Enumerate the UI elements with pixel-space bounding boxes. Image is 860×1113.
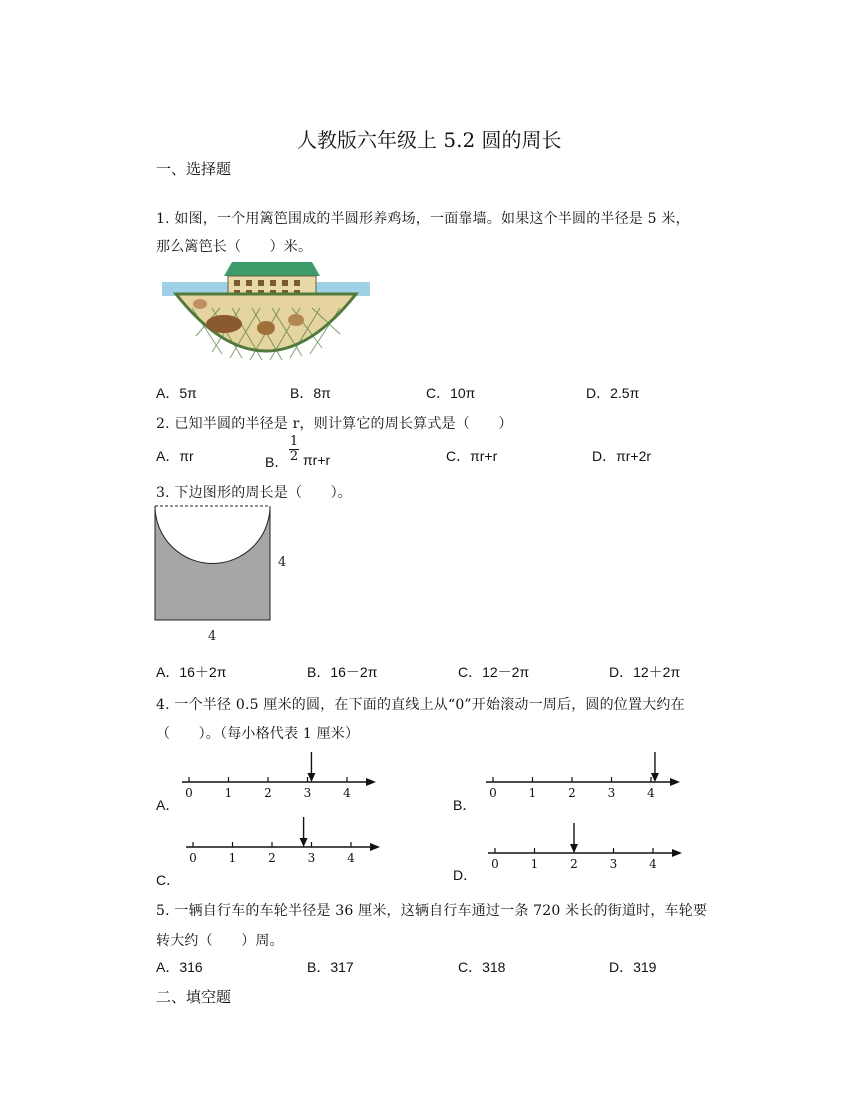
tick-label-0: 0 bbox=[489, 786, 497, 800]
question-3-text: 3. 下边图形的周长是（ ）。 bbox=[156, 485, 353, 501]
q2-option-b-fraction bbox=[289, 436, 299, 463]
tick-label-4: 4 bbox=[347, 851, 355, 865]
tick-label-3: 3 bbox=[607, 786, 616, 800]
question-2-text: 2. 已知半圆的半径是 r，则计算它的周长算式是（ ） bbox=[156, 416, 513, 432]
q2-option-a: A．πr bbox=[156, 448, 194, 464]
question-5-line-2: 转大约（ ）周。 bbox=[156, 933, 284, 949]
tick-label-1: 1 bbox=[530, 857, 539, 871]
position-arrow-head bbox=[570, 844, 578, 853]
axis-arrowhead bbox=[370, 843, 380, 851]
number-line-b bbox=[484, 750, 684, 805]
figure-bottom-label: 4 bbox=[208, 629, 217, 644]
position-arrow-head bbox=[651, 773, 659, 782]
tick-label-0: 0 bbox=[491, 857, 499, 871]
q2-option-d: D．πr+2r bbox=[592, 448, 652, 464]
q1-option-c: C．10π bbox=[426, 385, 476, 401]
number-line-a bbox=[180, 750, 380, 805]
q3-option-c: C．12－2π bbox=[458, 664, 530, 680]
tick-label-2: 2 bbox=[264, 786, 272, 800]
q4-option-a-label: A． bbox=[156, 797, 180, 813]
tick-label-4: 4 bbox=[649, 857, 657, 871]
tick-label-1: 1 bbox=[528, 786, 537, 800]
tick-label-3: 3 bbox=[609, 857, 618, 871]
tick-label-1: 1 bbox=[228, 851, 237, 865]
tick-label-4: 4 bbox=[647, 786, 655, 800]
q5-option-a: A．316 bbox=[156, 959, 203, 975]
question-4-line-1: 4. 一个半径 0.5 厘米的圆，在下面的直线上从“0”开始滚动一周后，圆的位置大约在 bbox=[156, 697, 685, 713]
q4-option-b-label: B． bbox=[453, 797, 477, 813]
position-arrow-head bbox=[300, 838, 308, 847]
axis-arrowhead bbox=[670, 778, 680, 786]
q2-option-b-prefix: B． bbox=[265, 454, 289, 470]
q1-option-d: D．2.5π bbox=[586, 385, 640, 401]
figure-side-label: 4 bbox=[278, 555, 287, 570]
q3-option-d: D．12＋2π bbox=[609, 664, 681, 680]
tick-label-3: 3 bbox=[303, 786, 312, 800]
tick-label-2: 2 bbox=[570, 857, 578, 871]
q2-option-b-suffix: πr+r bbox=[303, 452, 331, 468]
tick-label-1: 1 bbox=[224, 786, 233, 800]
page-title: 人教版六年级上 5.2 圆的周长 bbox=[297, 128, 562, 152]
question-1-line-2: 那么篱笆长（ ）米。 bbox=[156, 239, 313, 255]
question-1-line-1: 1. 如图，一个用篱笆围成的半圆形养鸡场，一面靠墙。如果这个半圆的半径是 5 米， bbox=[156, 211, 690, 227]
q3-option-a: A．16＋2π bbox=[156, 664, 227, 680]
square-with-semicircle-figure bbox=[150, 502, 300, 647]
fraction-denominator: 2 bbox=[289, 449, 299, 464]
position-arrow-head bbox=[307, 773, 315, 782]
q5-option-c: C．318 bbox=[458, 959, 506, 975]
q1-option-a: A．5π bbox=[156, 385, 197, 401]
tick-label-2: 2 bbox=[268, 851, 276, 865]
number-line-d bbox=[486, 821, 686, 876]
chicken-farm-illustration bbox=[162, 258, 370, 364]
q4-option-d-label: D． bbox=[453, 867, 478, 883]
q5-option-d: D．319 bbox=[609, 959, 657, 975]
tick-label-2: 2 bbox=[568, 786, 576, 800]
axis-arrowhead bbox=[672, 849, 682, 857]
tick-label-0: 0 bbox=[189, 851, 197, 865]
fraction-numerator: 1 bbox=[289, 434, 299, 449]
section-heading-choice: 一、选择题 bbox=[156, 160, 232, 178]
q5-option-b: B．317 bbox=[307, 959, 354, 975]
tick-label-0: 0 bbox=[185, 786, 193, 800]
section-heading-fill: 二、填空题 bbox=[156, 988, 232, 1006]
q3-option-b: B．16－2π bbox=[307, 664, 378, 680]
tick-label-3: 3 bbox=[307, 851, 316, 865]
q2-option-c: C．πr+r bbox=[446, 448, 498, 464]
axis-arrowhead bbox=[366, 778, 376, 786]
tick-label-4: 4 bbox=[343, 786, 351, 800]
question-4-line-2: （ ）。（每小格代表 1 厘米） bbox=[156, 726, 360, 742]
number-line-c bbox=[184, 815, 384, 870]
question-5-line-1: 5. 一辆自行车的车轮半径是 36 厘米，这辆自行车通过一条 720 米长的街道时，车轮要 bbox=[156, 903, 708, 919]
q4-option-c-label: C． bbox=[156, 872, 181, 888]
q1-option-b: B．8π bbox=[290, 385, 331, 401]
